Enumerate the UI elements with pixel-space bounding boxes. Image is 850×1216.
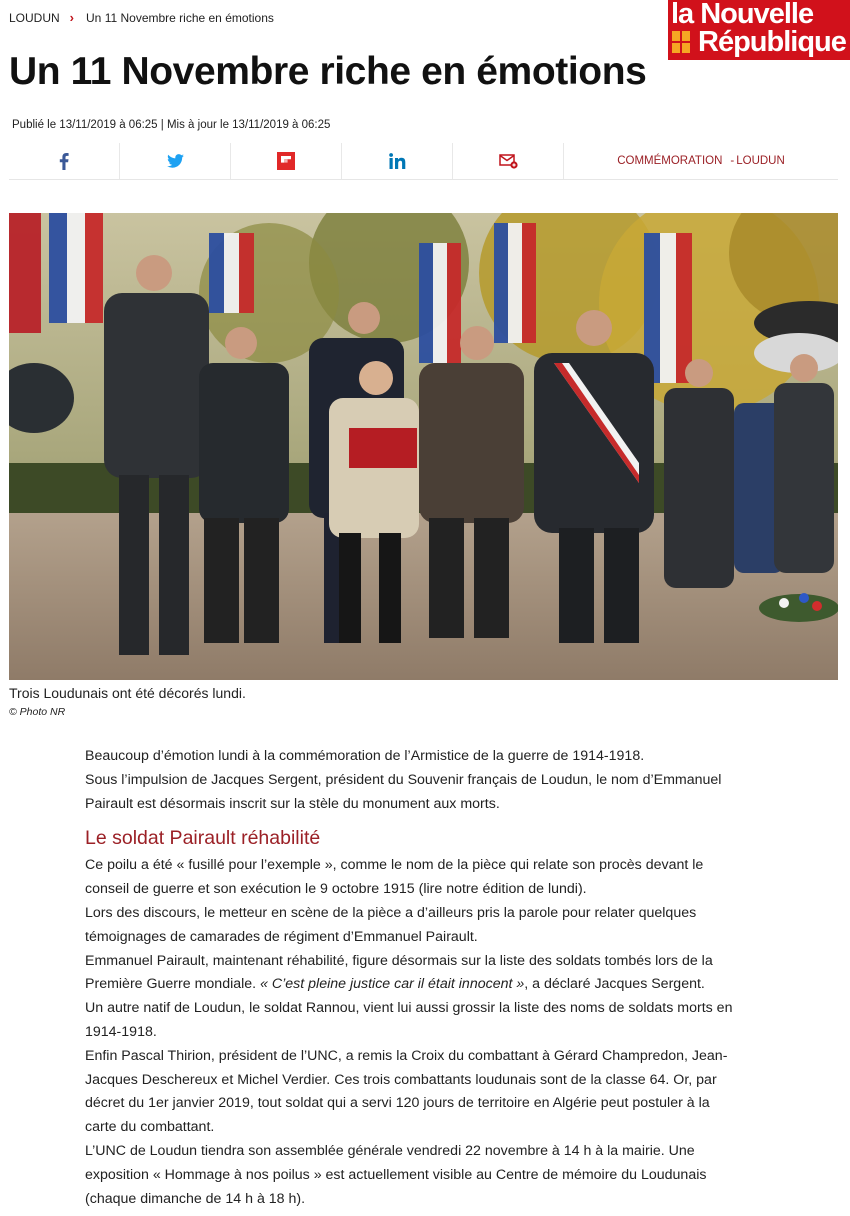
body-line: Ce poilu a été « fusillé pour l’exemple », comme le nom de la pièce qui relate son procès devant le [85, 857, 704, 874]
share-facebook-button[interactable] [9, 143, 120, 179]
body-line: (chaque dimanche de 14 h à 18 h). [85, 1190, 306, 1207]
newspaper-logo[interactable] [668, 0, 850, 60]
logo-mark-icon [672, 31, 690, 53]
logo-line-2: République [698, 26, 846, 58]
share-twitter-button[interactable] [120, 143, 231, 179]
body-line: Jacques Deschereux et Michel Verdier. Ces trois combattants loudunais sont de la classe 64. Or, par [85, 1071, 717, 1088]
share-email-button[interactable] [453, 143, 564, 179]
twitter-icon [167, 154, 184, 168]
publication-meta [12, 119, 330, 131]
body-line: exposition « Hommage à nos poilus » est actuellement visible au Centre de mémoire du Loudunais [85, 1166, 707, 1183]
share-bar [9, 143, 838, 180]
meta-separator: | [157, 119, 167, 131]
breadcrumb [9, 10, 274, 25]
article-tags [564, 143, 838, 179]
body-line: Enfin Pascal Thirion, président de l’UNC, a remis la Croix du combattant à Gérard Champredon, Jean- [85, 1047, 728, 1064]
email-icon [499, 154, 518, 169]
breadcrumb-current: Un 11 Novembre riche en émotions [86, 10, 274, 25]
body-line: 1914-1918. [85, 1023, 157, 1040]
body-line: carte du combattant. [85, 1119, 215, 1136]
body-line: Un autre natif de Loudun, le soldat Rannou, vient lui aussi grossir la liste des noms de soldats morts en [85, 1000, 733, 1017]
photo-credit: © Photo NR [9, 706, 66, 718]
quote-line-after: , a déclaré Jacques Sergent. [524, 976, 705, 993]
body-line: témoignages de camarades de régiment d’Emmanuel Pairault. [85, 928, 478, 945]
chevron-right-icon: › [69, 10, 75, 25]
intro-line: Sous l’impulsion de Jacques Sergent, président du Souvenir français de Loudun, le nom d’Emmanuel [85, 771, 722, 788]
quote-line [85, 973, 765, 997]
ceremony-photo-illustration [9, 213, 838, 680]
updated-date: Mis à jour le 13/11/2019 à 06:25 [166, 119, 331, 131]
page-title: Un 11 Novembre riche en émotions [9, 50, 647, 93]
flipboard-icon [277, 152, 295, 170]
article-body [85, 745, 765, 1211]
intro-line: Pairault est désormais inscrit sur la stèle du monument aux morts. [85, 795, 500, 812]
body-line: L’UNC de Loudun tiendra son assemblée générale vendredi 22 novembre à 14 h à la mairie. Une [85, 1142, 695, 1159]
body-line: décret du 1er janvier 2019, tout soldat qui a servi 120 jours de territoire en Algérie peut postuler à la [85, 1095, 710, 1112]
tag-loudun[interactable]: LOUDUN [736, 155, 785, 167]
published-date: Publié le 13/11/2019 à 06:25 [12, 119, 158, 131]
article-photo [9, 213, 838, 680]
body-line: Lors des discours, le metteur en scène de la pièce a d’ailleurs pris la parole pour relater quelques [85, 904, 697, 921]
tag-separator: - [730, 155, 735, 167]
article-subheading: Le soldat Pairault réhabilité [85, 827, 321, 850]
body-line: Emmanuel Pairault, maintenant réhabilité, figure désormais sur la liste des soldats tombés lors de la [85, 952, 713, 969]
share-flipboard-button[interactable] [231, 143, 342, 179]
quote-line-before: Première Guerre mondiale. [85, 976, 261, 993]
linkedin-icon [389, 153, 406, 169]
share-linkedin-button[interactable] [342, 143, 453, 179]
body-line: conseil de guerre et son exécution le 9 octobre 1915 (lire notre édition de lundi). [85, 881, 587, 898]
quote-text: « C’est pleine justice car il était innocent » [260, 976, 525, 993]
photo-caption: Trois Loudunais ont été décorés lundi. [9, 685, 246, 701]
breadcrumb-section-link[interactable]: LOUDUN [9, 10, 60, 25]
logo-line-1: la Nouvelle [671, 0, 814, 30]
facebook-icon [59, 153, 69, 170]
tag-commemoration[interactable]: COMMÉMORATION [617, 155, 723, 167]
intro-line: Beaucoup d’émotion lundi à la commémoration de l’Armistice de la guerre de 1914-1918. [85, 748, 645, 764]
